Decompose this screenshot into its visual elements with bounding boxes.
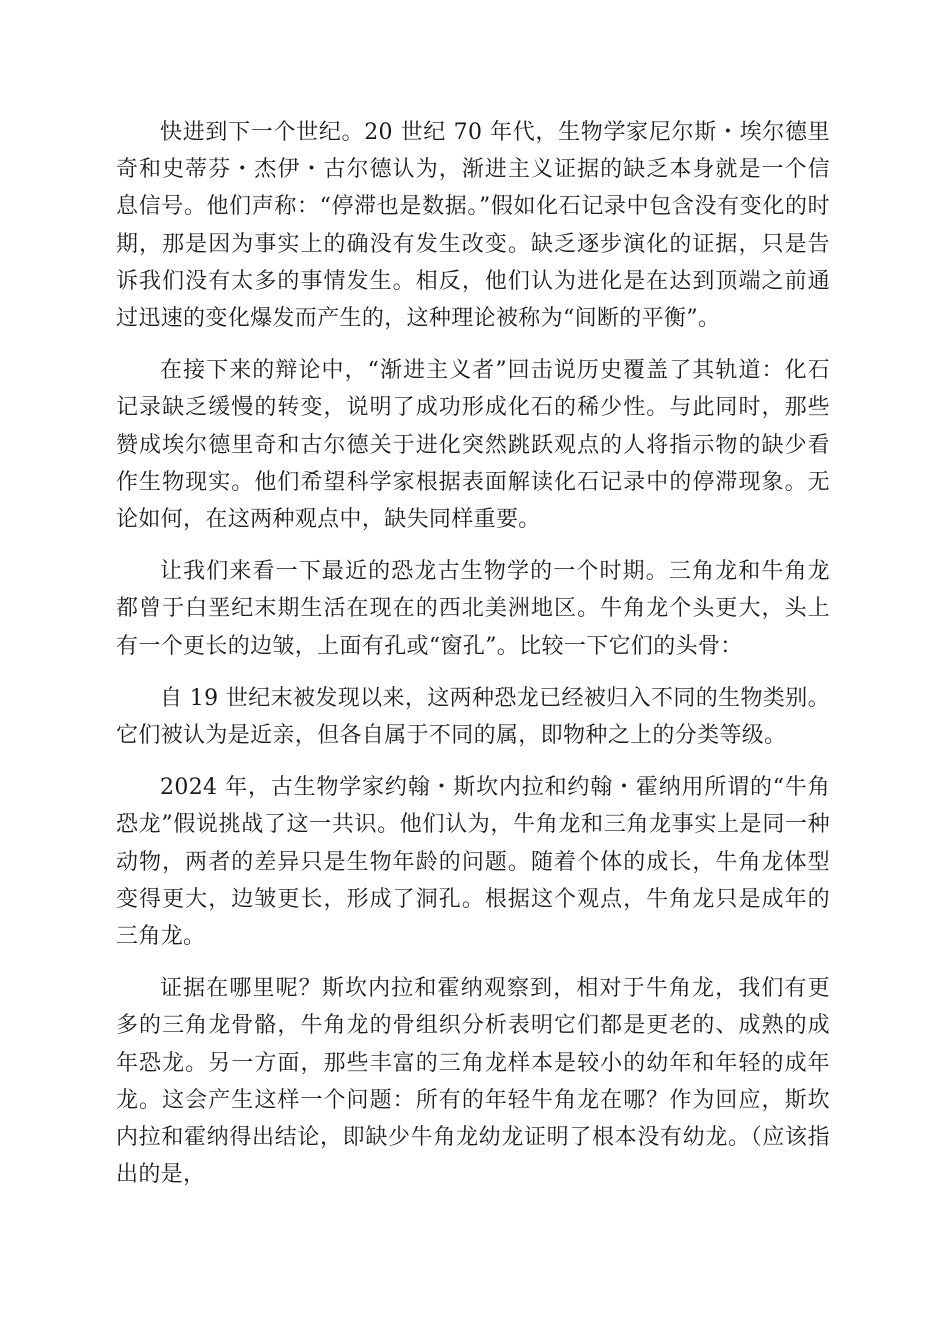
paragraph-toroceratops-hypothesis: 2024 年，古生物学家约翰・斯坎内拉和约翰・霍纳用所谓的“牛角恐龙”假说挑战了这一共识。他们认为，牛角龙和三角龙事实上是同一种动物，两者的差异只是生物年龄的问题。随着个体的成长，牛角龙体型变得更大，边皱更长，形成了洞孔。根据这个观点，牛角龙只是成年的三角龙。 bbox=[116, 775, 830, 950]
paragraph-punctuated-equilibrium: 快进到下一个世纪。20 世纪 70 年代，生物学家尼尔斯・埃尔德里奇和史蒂芬・杰伊・古尔德认为，渐进主义证据的缺乏本身就是一个信息信号。他们声称：“停滞也是数据。”假如化石记录中包含没有变化的时期，那是因为事实上的确没有发生改变。缺乏逐步演化的证据，只是告诉我们没有太多的事情发生。相反，他们认为进化是在达到顶端之前通过迅速的变化爆发而产生的，这种理论被称为“间断的平衡”。 bbox=[116, 120, 830, 332]
paragraph-evidence: 证据在哪里呢？斯坎内拉和霍纳观察到，相对于牛角龙，我们有更多的三角龙骨骼，牛角龙的骨组织分析表明它们都是更老的、成熟的成年恐龙。另一方面，那些丰富的三角龙样本是较小的幼年和年轻的成年龙。这会产生这样一个问题：所有的年轻牛角龙在哪？作为回应，斯坎内拉和霍纳得出结论，即缺少牛角龙幼龙证明了根本没有幼龙。（应该指出的是， bbox=[116, 976, 830, 1188]
paragraph-dinosaur-period: 让我们来看一下最近的恐龙古生物学的一个时期。三角龙和牛角龙都曾于白垩纪末期生活在现在的西北美洲地区。牛角龙个头更大，头上有一个更长的边皱，上面有孔或“窗孔”。比较一下它们的头骨： bbox=[116, 559, 830, 659]
paragraph-classification: 自 19 世纪末被发现以来，这两种恐龙已经被归入不同的生物类别。它们被认为是近亲，但各自属于不同的属，即物种之上的分类等级。 bbox=[116, 685, 830, 749]
document-body bbox=[116, 114, 830, 1208]
paragraph-gradualist-debate: 在接下来的辩论中，“渐进主义者”回击说历史覆盖了其轨道：化石记录缺乏缓慢的转变，说明了成功形成化石的稀少性。与此同时，那些赞成埃尔德里奇和古尔德关于进化突然跳跃观点的人将指示物的缺少看作生物现实。他们希望科学家根据表面解读化石记录中的停滞现象。无论如何，在这两种观点中，缺失同样重要。 bbox=[116, 358, 830, 533]
